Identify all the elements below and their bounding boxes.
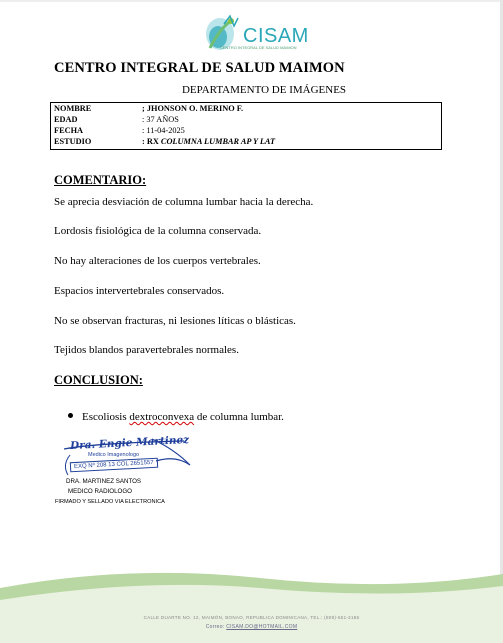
study-name: COLUMNA LUMBAR AP Y LAT (160, 137, 276, 146)
comment-line: Lordosis fisiológica de la columna conservada. (54, 225, 262, 237)
comment-line: Espacios intervertebrales conservados. (54, 285, 225, 297)
footer-address: CALLE DUARTE NO. 12, MAIMÓN, BONAO, REPUBLICA DOMINICANA, TEL.: (809)-551-2186 (143, 615, 360, 620)
doctor-name: DRA. MARTINEZ SANTOS (66, 478, 142, 485)
stamp-role: Medico Imagenologo (88, 452, 140, 458)
comment-line: Se aprecia desviación de columna lumbar hacia la derecha. (54, 196, 314, 208)
name-value: ; JHONSON O. MERINO F. (142, 104, 244, 113)
comment-line: Tejidos blandos paravertebrales normales. (54, 344, 239, 356)
comment-heading: COMENTARIO: (54, 173, 147, 187)
age-label: EDAD (54, 115, 78, 124)
document-title: CENTRO INTEGRAL DE SALUD MAIMON (54, 60, 345, 76)
study-prefix: : RX (142, 137, 161, 146)
study-label: ESTUDIO (54, 137, 92, 146)
conclusion-spellcheck-word: dextroconvexa (129, 411, 195, 423)
footer-mail-label: Correo: (205, 624, 225, 630)
conclusion-heading: CONCLUSION: (54, 373, 143, 387)
date-label: FECHA (54, 126, 84, 135)
conclusion-text-end: de columna lumbar. (194, 411, 284, 423)
comment-line: No hay alteraciones de los cuerpos vertebrales. (54, 255, 261, 267)
study-value (142, 137, 275, 147)
patient-info-box (50, 102, 442, 150)
footer-wave-decoration (0, 568, 503, 643)
stamp-signature: Dra. Engie Martinez (69, 433, 190, 453)
logo-tagline: CENTRO INTEGRAL DE SALUD MAIMON (220, 45, 297, 50)
conclusion-item (68, 411, 284, 423)
logo-wordmark: CISAM (243, 25, 309, 47)
signature-stamp (56, 435, 196, 483)
page-top-edge (0, 0, 503, 2)
signed-note: FIRMADO Y SELLADO VIA ELECTRONICA (55, 499, 165, 505)
doctor-title: MEDICO RADIOLOGO (68, 488, 132, 495)
conclusion-text-start: Escoliosis (82, 411, 130, 423)
age-value: : 37 AÑOS (142, 115, 179, 124)
date-value: : 11-04-2025 (142, 126, 185, 135)
department-title: DEPARTAMENTO DE IMÁGENES (181, 84, 347, 96)
name-label: NOMBRE (54, 104, 92, 113)
footer-email-line (0, 624, 503, 630)
stamp-license-code: EXQ Nº 208 13 COL 2651557 (70, 458, 158, 473)
bullet-icon (68, 413, 73, 418)
comment-line: No se observan fracturas, ni lesiones líticas o blásticas. (54, 315, 296, 327)
cisam-logo (200, 12, 310, 54)
footer-email-link[interactable]: CISAM.DO@HOTMAIL.COM (226, 624, 298, 630)
